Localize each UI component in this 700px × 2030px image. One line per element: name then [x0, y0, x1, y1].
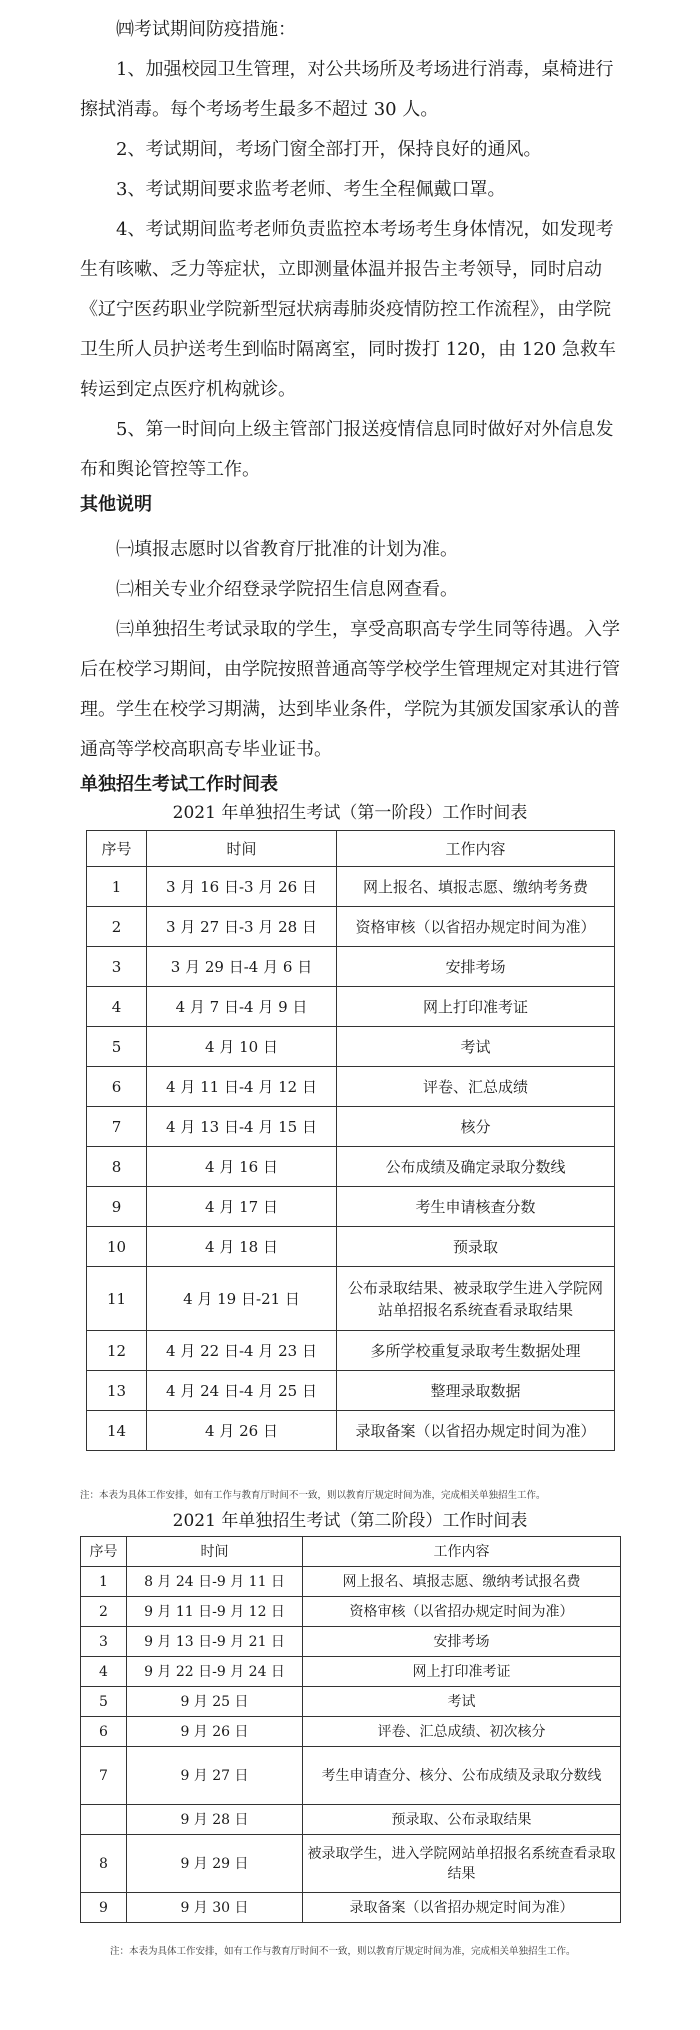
table2-note: 注：本表为具体工作安排，如有工作与教育厅时间不一致，则以教育厅规定时间为准，完成相关单独招生工作。	[110, 1946, 576, 1957]
table2-row	[81, 1627, 621, 1657]
table1-row	[87, 987, 615, 1027]
table2-cell: 考生申请查分、核分、公布成绩及录取分数线	[303, 1747, 621, 1805]
table2-cell: 预录取、公布录取结果	[303, 1805, 621, 1835]
table2-cell: 6	[81, 1717, 127, 1747]
table1-row	[87, 1067, 615, 1107]
table1-row	[87, 1187, 615, 1227]
other-item-3: ㈢单独招生考试录取的学生，享受高职高专学生同等待遇。入学后在校学习期间，由学院按照普通高等学校学生管理规定对其进行管理。学生在校学习期满，达到毕业条件，学院为其颁发国家承认的普通高等学校高职高专毕业证书。	[80, 619, 620, 760]
table1-cell: 4 月 13 日-4 月 15 日	[147, 1107, 337, 1147]
table1-cell: 3 月 29 日-4 月 6 日	[147, 947, 337, 987]
table2-cell: 考试	[303, 1687, 621, 1717]
table1-header-cell: 工作内容	[337, 831, 615, 867]
table2-caption: 2021 年单独招生考试（第二阶段）工作时间表	[172, 1511, 528, 1531]
table1-cell: 4	[87, 987, 147, 1027]
table2-cell: 网上报名、填报志愿、缴纳考试报名费	[303, 1567, 621, 1597]
other-item-2: ㈡相关专业介绍登录学院招生信息网查看。	[116, 579, 458, 600]
table1-header-row	[87, 831, 615, 867]
table2-cell: 被录取学生，进入学院网站单招报名系统查看录取结果	[303, 1835, 621, 1893]
table2-row	[81, 1657, 621, 1687]
table2-header-cell: 时间	[127, 1537, 303, 1567]
table1-cell: 4 月 17 日	[147, 1187, 337, 1227]
table1-note: 注：本表为具体工作安排，如有工作与教育厅时间不一致，则以教育厅规定时间为准，完成相关单独招生工作。	[80, 1490, 546, 1501]
table1-cell: 2	[87, 907, 147, 947]
section4-item-1: 1、加强校园卫生管理，对公共场所及考场进行消毒，桌椅进行擦拭消毒。每个考场考生最多不超过 30 人。	[80, 59, 614, 120]
table1-cell: 4 月 22 日-4 月 23 日	[147, 1331, 337, 1371]
table1-cell: 1	[87, 867, 147, 907]
table1-cell: 5	[87, 1027, 147, 1067]
table1-cell: 12	[87, 1331, 147, 1371]
section4-item-4: 4、考试期间监考老师负责监控本考场考生身体情况，如发现考生有咳嗽、乏力等症状，立即测量体温并报告主考领导，同时启动《辽宁医药职业学院新型冠状病毒肺炎疫情防控工作流程》，由学院卫生所人员护送考生到临时隔离室，同时拨打 120，由 120 急救车转运到定点医疗机构就诊。	[80, 219, 616, 400]
table1-row	[87, 1411, 615, 1451]
table1-header-cell: 序号	[87, 831, 147, 867]
table1-cell: 安排考场	[337, 947, 615, 987]
table2-row	[81, 1893, 621, 1923]
table1-cell: 6	[87, 1067, 147, 1107]
table2-cell: 9 月 13 日-9 月 21 日	[127, 1627, 303, 1657]
table1-cell: 4 月 26 日	[147, 1411, 337, 1451]
table2-row	[81, 1717, 621, 1747]
table2-cell: 8 月 24 日-9 月 11 日	[127, 1567, 303, 1597]
table2-cell: 7	[81, 1747, 127, 1805]
table1-cell: 公布录取结果、被录取学生进入学院网站单招报名系统查看录取结果	[337, 1267, 615, 1331]
table2-row	[81, 1597, 621, 1627]
table1-cell: 10	[87, 1227, 147, 1267]
other-heading: 其他说明	[80, 494, 152, 515]
table2-cell: 5	[81, 1687, 127, 1717]
table2-cell	[81, 1805, 127, 1835]
table2-row	[81, 1747, 621, 1805]
table2-cell: 9 月 25 日	[127, 1687, 303, 1717]
table2-row	[81, 1835, 621, 1893]
table2-cell: 安排考场	[303, 1627, 621, 1657]
table1-cell: 公布成绩及确定录取分数线	[337, 1147, 615, 1187]
table2-row	[81, 1567, 621, 1597]
table2-cell: 8	[81, 1835, 127, 1893]
table1-row	[87, 867, 615, 907]
table1-cell: 核分	[337, 1107, 615, 1147]
table2-cell: 1	[81, 1567, 127, 1597]
table1	[86, 830, 615, 1451]
table1-cell: 3 月 16 日-3 月 26 日	[147, 867, 337, 907]
section4-item-3: 3、考试期间要求监考老师、考生全程佩戴口罩。	[116, 179, 506, 200]
table1-cell: 7	[87, 1107, 147, 1147]
table1-row	[87, 1027, 615, 1067]
table2-cell: 9 月 29 日	[127, 1835, 303, 1893]
section4-heading: ㈣考试期间防疫措施：	[116, 19, 296, 40]
table1-cell: 评卷、汇总成绩	[337, 1067, 615, 1107]
table1-row	[87, 1147, 615, 1187]
table1-row	[87, 1227, 615, 1267]
table2-cell: 9 月 28 日	[127, 1805, 303, 1835]
table1-cell: 考生申请核查分数	[337, 1187, 615, 1227]
table1-cell: 4 月 16 日	[147, 1147, 337, 1187]
table1-cell: 3 月 27 日-3 月 28 日	[147, 907, 337, 947]
table2-cell: 录取备案（以省招办规定时间为准）	[303, 1893, 621, 1923]
other-item-1: ㈠填报志愿时以省教育厅批准的计划为准。	[116, 539, 458, 560]
table2-cell: 2	[81, 1597, 127, 1627]
table1-caption: 2021 年单独招生考试（第一阶段）工作时间表	[172, 803, 528, 823]
table2-row	[81, 1805, 621, 1835]
table1-cell: 资格审核（以省招办规定时间为准）	[337, 907, 615, 947]
table1-cell: 4 月 18 日	[147, 1227, 337, 1267]
table2-cell: 9 月 26 日	[127, 1717, 303, 1747]
table1-cell: 考试	[337, 1027, 615, 1067]
table1-header-cell: 时间	[147, 831, 337, 867]
table1-cell: 4 月 10 日	[147, 1027, 337, 1067]
table1-row	[87, 947, 615, 987]
table1-cell: 4 月 11 日-4 月 12 日	[147, 1067, 337, 1107]
table2-cell: 资格审核（以省招办规定时间为准）	[303, 1597, 621, 1627]
table1-cell: 预录取	[337, 1227, 615, 1267]
table2-cell: 9	[81, 1893, 127, 1923]
schedule-heading: 单独招生考试工作时间表	[80, 774, 278, 795]
table1-cell: 3	[87, 947, 147, 987]
table1-row	[87, 1371, 615, 1411]
table2	[80, 1536, 621, 1923]
table1-cell: 11	[87, 1267, 147, 1331]
table1-row	[87, 1107, 615, 1147]
table1-row	[87, 1267, 615, 1331]
table1-row	[87, 1331, 615, 1371]
table2-cell: 9 月 30 日	[127, 1893, 303, 1923]
table2-cell: 9 月 27 日	[127, 1747, 303, 1805]
table1-cell: 4 月 19 日-21 日	[147, 1267, 337, 1331]
table1-cell: 多所学校重复录取考生数据处理	[337, 1331, 615, 1371]
section4-item-2: 2、考试期间，考场门窗全部打开，保持良好的通风。	[116, 139, 542, 160]
table1-cell: 14	[87, 1411, 147, 1451]
table2-cell: 网上打印准考证	[303, 1657, 621, 1687]
table2-cell: 9 月 11 日-9 月 12 日	[127, 1597, 303, 1627]
table1-row	[87, 907, 615, 947]
table2-cell: 评卷、汇总成绩、初次核分	[303, 1717, 621, 1747]
table2-row	[81, 1687, 621, 1717]
table1-cell: 9	[87, 1187, 147, 1227]
table1-cell: 13	[87, 1371, 147, 1411]
section4-item-5: 5、第一时间向上级主管部门报送疫情信息同时做好对外信息发布和舆论管控等工作。	[80, 419, 614, 480]
table1-cell: 4 月 24 日-4 月 25 日	[147, 1371, 337, 1411]
table1-cell: 录取备案（以省招办规定时间为准）	[337, 1411, 615, 1451]
table1-cell: 8	[87, 1147, 147, 1187]
table1-cell: 网上打印准考证	[337, 987, 615, 1027]
table1-cell: 整理录取数据	[337, 1371, 615, 1411]
table2-cell: 9 月 22 日-9 月 24 日	[127, 1657, 303, 1687]
table2-cell: 3	[81, 1627, 127, 1657]
table2-header-cell: 序号	[81, 1537, 127, 1567]
table2-cell: 4	[81, 1657, 127, 1687]
table1-cell: 4 月 7 日-4 月 9 日	[147, 987, 337, 1027]
table1-cell: 网上报名、填报志愿、缴纳考务费	[337, 867, 615, 907]
table2-header-row	[81, 1537, 621, 1567]
table2-header-cell: 工作内容	[303, 1537, 621, 1567]
